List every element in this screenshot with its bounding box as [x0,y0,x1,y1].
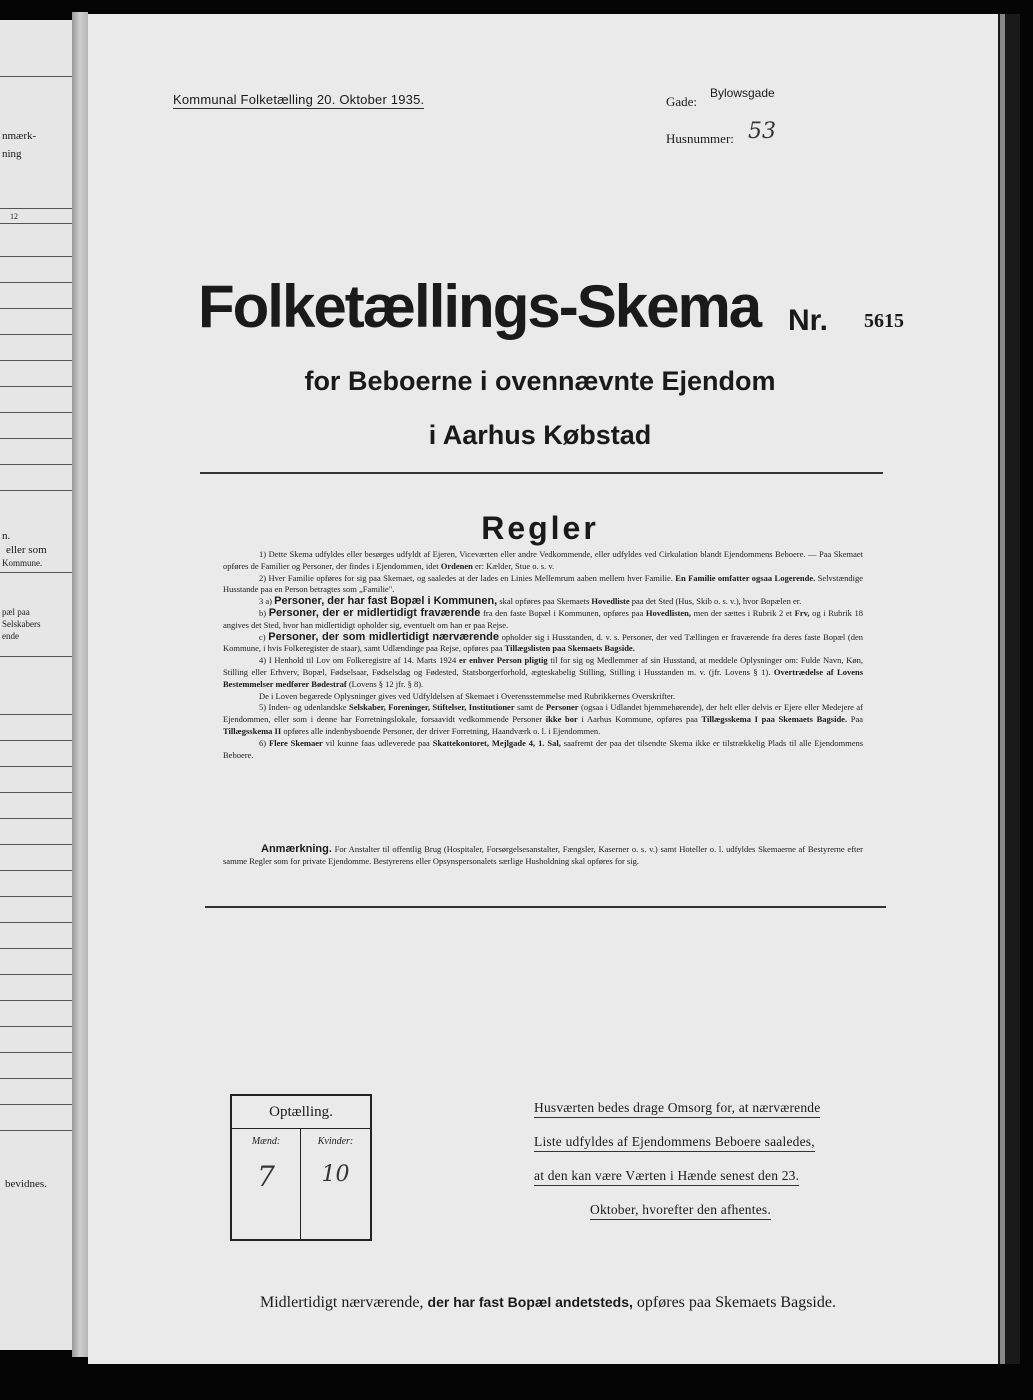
remark-label: Anmærkning. [261,843,332,855]
book-gutter [72,12,88,1357]
house-number-value: 53 [748,119,776,144]
women-label: Kvinder: [317,1136,354,1147]
form-subtitle: for Beboerne i ovennævnte Ejendom [304,366,776,396]
notice-line: at den kan være Værten i Hænde senest den 23. [534,1168,799,1186]
street-label: Gade: [666,94,698,109]
house-number-label: Husnummer: [666,131,734,146]
left-fragment-text: pæl paa [2,607,30,617]
men-label: Mænd: [251,1136,281,1147]
form-title: Folketællings-Skema [198,273,761,340]
men-count: 7 [257,1160,275,1193]
census-form-page [88,14,998,1364]
left-page-fragment [0,20,75,1350]
divider [200,472,883,474]
rule-1: 1) Dette Skema udfyldes eller besørges udfyldt af Ejeren, Viceværten eller andre Vedkommende, eller udfyldes ved Cirkulation blandt Ejendommens Beboere. — Paa Skemaet opføres de Familier og Personer, der findes i Ejendommen, idet Ordenen er: Kælder, Stue o. s. v. [223,549,863,571]
left-fragment-text: nmærk- [2,130,37,142]
street-value: Bylowsgade [710,86,775,100]
rule-4b: De i Loven begærede Oplysninger gives ved Udfyldelsen af Skemaet i Overensstemmelse med Rubrikkernes Overskrifter. [259,690,676,701]
rule-4: 4) I Henhold til Lov om Folkeregistre af 14. Marts 1924 er enhver Person pligtig til for sig og Medlemmer af sin Husstand, at meddele Oplysninger om: Fulde Navn, Køn, Stilling eller Erhverv, Bopæl, Fødselsaar, Fødselsdag og Fødested, Statsborgerforhold, ægteskabelig Stilling, Stilling i Husstanden m. v. (jfr. Lovens § 1). Overtrædelse af Lovens Bestemmelser medfører Bødestraf (Lovens § 12 jfr. § 8). [223,655,864,689]
footer-note: Midlertidigt nærværende, der har fast Bopæl andetsteds, opføres paa Skemaets Bagside. [260,1294,836,1311]
rule-6: 6) Flere Skemaer vil kunne faas udleverede paa Skattekontoret, Mejlgade 4, 1. Sal, saafremt der paa det tilsendte Skema ikke er tilstrækkelig Plads til alle Ejendommens Beboere. [223,737,864,760]
rule-2: 2) Hver Familie opføres for sig paa Skemaet, og saaledes at der lades en Linies Mellemrum aaben mellem hver Familie. En Familie omfatter ogsaa Logerende. Selvstændige Husstande paa en Person betragtes som „Familie". [223,572,864,595]
rules-heading: Regler [481,510,599,546]
rule-3a: 3 a) Personer, der har fast Bopæl i Kommunen, skal opføres paa Skemaets Hovedliste paa det Sted (Hus, Skib o. s. v.), hvor Bopælen er. [259,595,802,608]
left-fragment-text: 12 [10,212,18,221]
tally-title: Optælling. [232,1096,370,1129]
left-fragment-text: ende [2,631,19,641]
notice-line: Oktober, hvorefter den afhentes. [590,1202,771,1220]
left-fragment-text: Selskabers [2,619,41,629]
left-fragment-text: eller som [6,544,47,556]
census-date-heading: Kommunal Folketælling 20. Oktober 1935. [173,92,425,107]
remark-body: For Anstalter til offentlig Brug (Hospitaler, Forsørgelsesanstalter, Fængsler, Kaserner o. s. v.) samt Hoteller o. l. udfyldes Skemaerne af Bestyrerne efter samme Regler som for private Ejendomme. Bestyrerens eller Opsynspersonalets særlige Husholdning skal opføres for sig. [223,844,863,866]
left-fragment-text: Kommune. [2,558,43,568]
page-edge [998,14,1020,1364]
tally-box [230,1094,372,1241]
form-subtitle-city: i Aarhus Købstad [428,420,652,450]
rule-3b: b) Personer, der er midlertidigt fraværende fra den faste Bopæl i Kommunen, opføres paa Hovedlisten, men der sættes i Rubrik 2 et Frv, og i Rubrik 18 angives det Sted, hvor han midlertidigt opholder sig, eventuelt om han er paa Rejse. [223,606,863,630]
form-number-value: 5615 [864,310,904,332]
remark-text [223,844,863,868]
rules-text [223,549,863,761]
rule-3c: c) Personer, der som midlertidigt nærværende opholder sig i Husstanden, d. v. s. Personer, der ved Tællingen er fraværende fra deres faste Bopæl (den Kommune, i hvis Folkeregister de staar), samt Udlændinge paa Rejse, opføres paa Tillægslisten paa Skemaets Bagside. [223,630,864,654]
left-fragment-text: n. [2,530,11,542]
left-fragment-text: ning [2,148,22,160]
rule-5: 5) Inden- og udenlandske Selskaber, Foreninger, Stiftelser, Institutioner samt de Personer (ogsaa i Udlandet hjemmehørende), der helt eller delvis er Ejere eller Medejere af Ejendommen, eller som i denne har Forretningslokale, forsaavidt vedkommende Personer ikke bor i Aarhus Kommune, opføres paa Tillægsskema I paa Skemaets Bagside. Paa Tillægsskema II opføres alle indenbysboende Personer, der driver Forretning, Haandværk o. l. i Ejendommen. [223,702,864,736]
divider [205,906,886,908]
notice-line: Husværten bedes drage Omsorg for, at nærværende [534,1100,820,1118]
left-fragment-text: bevidnes. [5,1178,47,1190]
women-count: 10 [321,1162,350,1187]
form-number-label: Nr. [788,304,829,337]
notice-line: Liste udfyldes af Ejendommens Beboere saaledes, [534,1134,815,1152]
